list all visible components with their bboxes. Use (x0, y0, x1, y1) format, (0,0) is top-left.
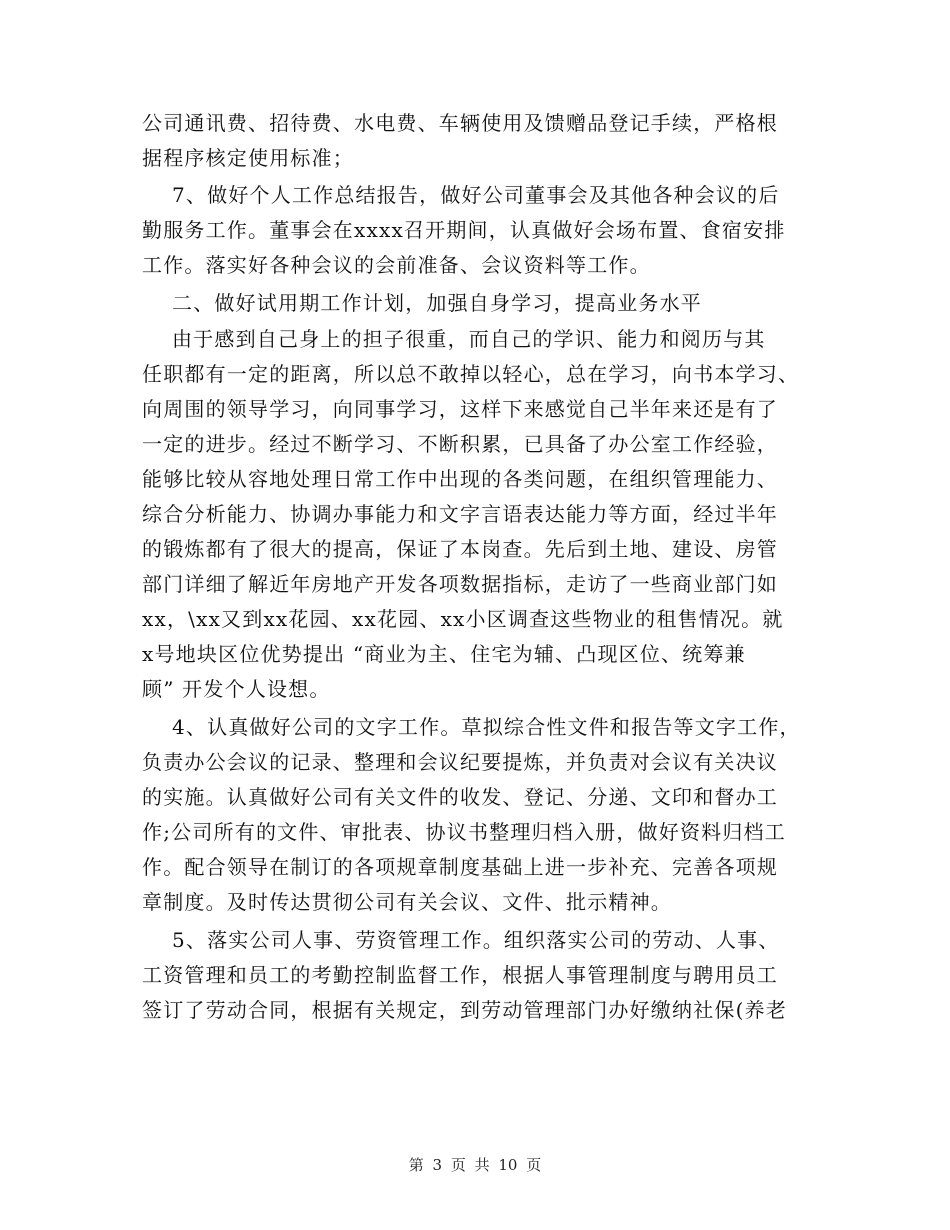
text-line: 据程序核定使用标准； (142, 146, 354, 170)
text-line: 负责办公会议的记录、整理和会议纪要提炼，并负责对会议有关决议 (142, 750, 778, 774)
text-line: 7、做好个人工作总结报告，做好公司董事会及其他各种会议的后 (172, 183, 780, 207)
text-line: 部门详细了解近年房地产开发各项数据指标，走访了一些商业部门如 (142, 572, 778, 596)
text-line: x号地块区位优势提出 “商业为主、住宅为辅、凸现区位、统筹兼 (142, 642, 746, 666)
text-line: 工资管理和员工的考勤控制监督工作，根据人事管理制度与聘用员工 (142, 963, 778, 987)
text-line: 任职都有一定的距离，所以总不敢掉以轻心，总在学习，向书本学习、 (142, 362, 800, 386)
text-line: 作。配合领导在制订的各项规章制度基础上进一步补充、完善各项规 (142, 855, 778, 879)
text-line: 一定的进步。经过不断学习、不断积累，已具备了办公室工作经验， (142, 432, 778, 456)
text-line: 二、做好试用期工作计划，加强自身学习，提高业务水平 (172, 291, 702, 315)
text-line: 章制度。及时传达贯彻公司有关会议、文件、批示精神。 (142, 890, 672, 914)
text-line: 签订了劳动合同，根据有关规定，到劳动管理部门办好缴纳社保(养老 (142, 998, 788, 1022)
text-line: 勤服务工作。董事会在xxxx召开期间，认真做好会场布置、食宿安排 (142, 218, 786, 242)
text-line: xx，\xx又到xx花园、xx花园、xx小区调查这些物业的租售情况。就 (142, 607, 784, 631)
text-line: 公司通讯费、招待费、水电费、车辆使用及馈赠品登记手续，严格根 (142, 111, 778, 135)
text-line: 工作。落实好各种会议的会前准备、会议资料等工作。 (142, 253, 651, 277)
text-line: 向周围的领导学习，向同事学习，这样下来感觉自己半年来还是有了 (142, 397, 778, 421)
text-line: 4、认真做好公司的文字工作。草拟综合性文件和报告等文字工作， (172, 715, 801, 739)
text-line: 由于感到自己身上的担子很重，而自己的学识、能力和阅历与其 (172, 327, 766, 351)
text-line: 能够比较从容地处理日常工作中出现的各类问题，在组织管理能力、 (142, 467, 778, 491)
text-line: 的实施。认真做好公司有关文件的收发、登记、分递、文印和督办工 (142, 785, 778, 809)
text-line: 综合分析能力、协调办事能力和文字言语表达能力等方面，经过半年 (142, 502, 778, 526)
text-line: 的锻炼都有了很大的提高，保证了本岗查。先后到土地、建设、房管 (142, 537, 778, 561)
text-line: 5、落实公司人事、劳资管理工作。组织落实公司的劳动、人事、 (172, 928, 780, 952)
text-line: 顾” 开发个人设想。 (142, 677, 331, 701)
page-footer: 第 3 页 共 10 页 (408, 1156, 542, 1174)
text-line: 作;公司所有的文件、审批表、协议书整理归档入册，做好资料归档工 (142, 820, 786, 844)
